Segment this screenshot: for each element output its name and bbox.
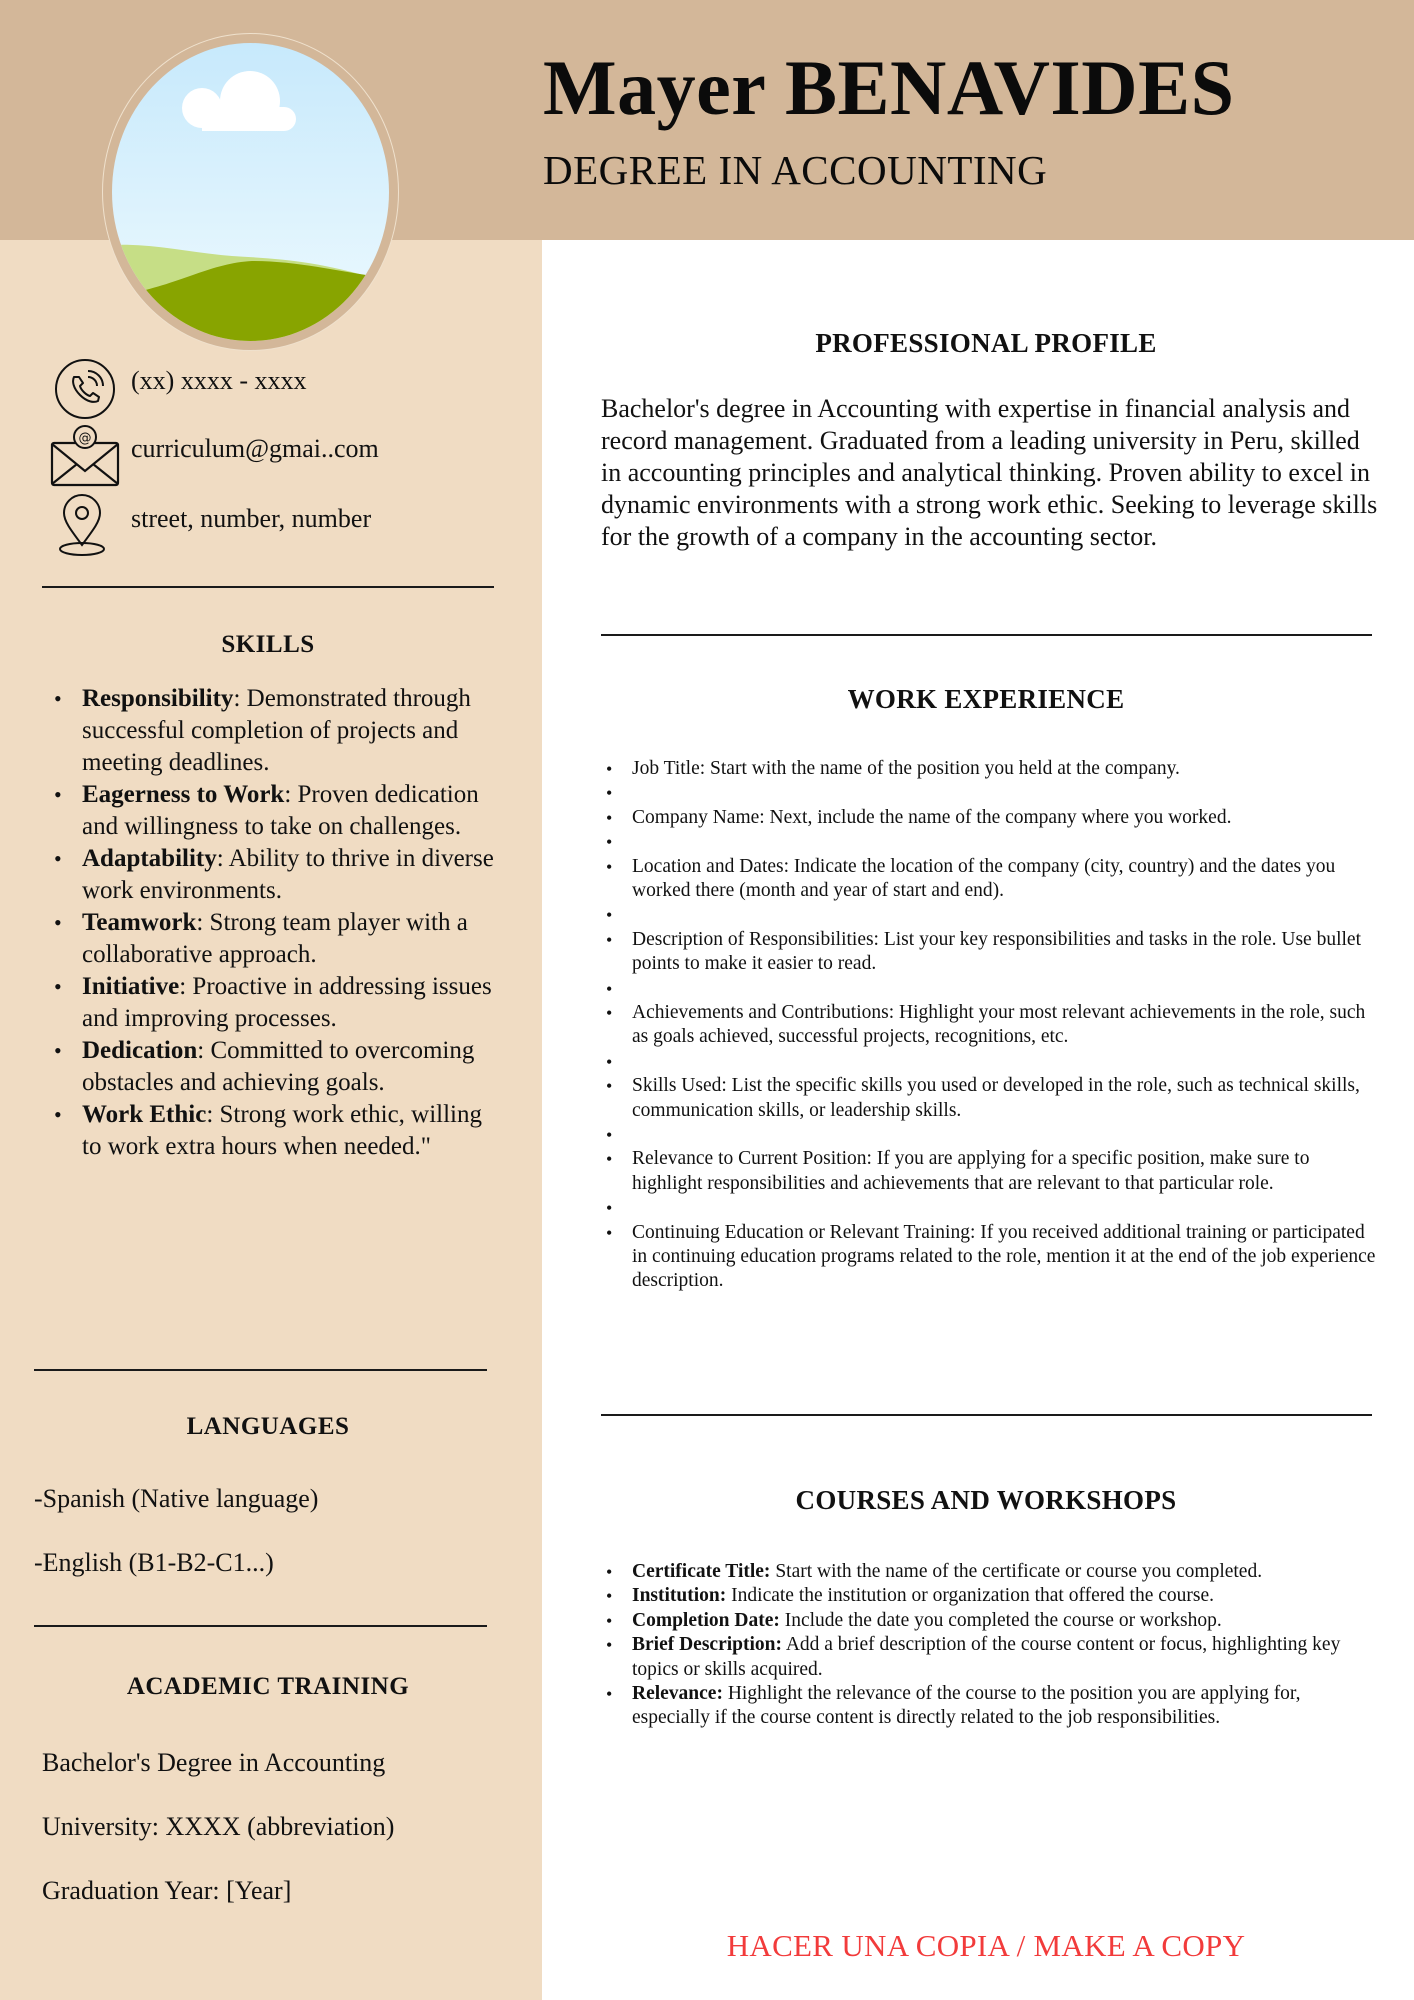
candidate-degree: DEGREE IN ACCOUNTING [543, 147, 1048, 193]
work-item-empty [606, 1050, 1376, 1074]
work-item: • Job Title: Start with the name of the position you held at the company. [606, 757, 1376, 781]
skill-item: • Eagerness to Work: Proven dedication and willingness to take on challenges. [54, 779, 494, 843]
work-item: • Continuing Education or Relevant Training: If you received additional training or participated in continuing education programs related to the role, mention it at the end of the job experience description. [606, 1221, 1376, 1294]
skill-item: • Teamwork: Strong team player with a collaborative approach. [54, 907, 494, 971]
academic-item: Bachelor's Degree in Accounting [42, 1748, 386, 1777]
svg-text:@: @ [78, 431, 92, 446]
work-item-empty [606, 781, 1376, 805]
profile-heading: PROFESSIONAL PROFILE [815, 328, 1157, 358]
work-item-empty [606, 903, 1376, 927]
phone-icon [50, 355, 120, 419]
work-item: • Skills Used: List the specific skills you used or developed in the role, such as technical skills, communication skills, or leadership skills. [606, 1074, 1376, 1123]
divider [601, 634, 1372, 636]
course-item: • Relevance: Highlight the relevance of the course to the position you are applying for, especially if the course content is directly related to the job responsibilities. [606, 1682, 1376, 1731]
contact-phone [50, 355, 510, 415]
contact-address [50, 493, 510, 553]
course-item: • Certificate Title: Start with the name of the certificate or course you completed. [606, 1560, 1376, 1584]
academic-item: University: XXXX (abbreviation) [42, 1812, 395, 1841]
courses-list [606, 1560, 1376, 1731]
work-item-empty [606, 830, 1376, 854]
course-item: • Institution: Indicate the institution or organization that offered the course. [606, 1584, 1376, 1608]
contact-email [50, 423, 510, 483]
work-item-empty [606, 1123, 1376, 1147]
divider [42, 586, 494, 588]
skill-item: • Dedication: Committed to overcoming obstacles and achieving goals. [54, 1035, 494, 1099]
divider [34, 1369, 487, 1371]
divider [601, 1414, 1372, 1416]
profile-text: Bachelor's degree in Accounting with expertise in financial analysis and record management. Graduated from a leading university in Peru, skilled in accounting principles and analytical thinking. Proven ability to excel in dynamic environments with a strong work ethic. Seeking to leverage skills for the growth of a company in the accounting sector. [601, 394, 1378, 551]
work-item: • Relevance to Current Position: If you are applying for a specific position, make sure to highlight responsibilities and achievements that are relevant to that particular role. [606, 1147, 1376, 1196]
make-a-copy-link[interactable]: HACER UNA COPIA / MAKE A COPY [726, 1928, 1246, 1963]
courses-heading: COURSES AND WORKSHOPS [795, 1485, 1177, 1515]
language-item: -Spanish (Native language) [34, 1484, 319, 1513]
language-item: -English (B1-B2-C1...) [34, 1548, 274, 1577]
work-item: • Achievements and Contributions: Highlight your most relevant achievements in the role, such as goals achieved, successful projects, recognitions, etc. [606, 1001, 1376, 1050]
contact-email-text: curriculum@gmai..com [131, 434, 379, 463]
divider [34, 1625, 487, 1627]
profile-photo [102, 33, 399, 351]
contact-phone-text: (xx) xxxx - xxxx [131, 366, 307, 395]
work-item: • Location and Dates: Indicate the location of the company (city, country) and the dates you worked there (month and year of start and end). [606, 855, 1376, 904]
work-item-empty [606, 1196, 1376, 1220]
skill-item: • Work Ethic: Strong work ethic, willing to work extra hours when needed." [54, 1099, 494, 1163]
skills-list [54, 683, 494, 1163]
course-item: • Brief Description: Add a brief description of the course content or focus, highlighting key topics or skills acquired. [606, 1633, 1376, 1682]
academic-heading: ACADEMIC TRAINING [126, 1673, 410, 1700]
languages-heading: LANGUAGES [186, 1413, 350, 1440]
email-icon [50, 423, 120, 487]
skills-heading: SKILLS [221, 631, 315, 658]
location-pin-icon [50, 493, 120, 557]
work-item: • Description of Responsibilities: List your key responsibilities and tasks in the role. Use bullet points to make it easier to read. [606, 928, 1376, 977]
course-item: • Completion Date: Include the date you completed the course or workshop. [606, 1609, 1376, 1633]
work-heading: WORK EXPERIENCE [847, 684, 1125, 714]
contact-address-text: street, number, number [131, 504, 372, 533]
skill-item: • Initiative: Proactive in addressing issues and improving processes. [54, 971, 494, 1035]
work-item: • Company Name: Next, include the name of the company where you worked. [606, 806, 1376, 830]
work-item-empty [606, 977, 1376, 1001]
skill-item: • Adaptability: Ability to thrive in diverse work environments. [54, 843, 494, 907]
skill-item: • Responsibility: Demonstrated through successful completion of projects and meeting deadlines. [54, 683, 494, 779]
landscape-placeholder-icon [112, 43, 389, 341]
candidate-name: Mayer BENAVIDES [543, 44, 1235, 131]
academic-item: Graduation Year: [Year] [42, 1876, 292, 1905]
work-list [606, 757, 1376, 1294]
